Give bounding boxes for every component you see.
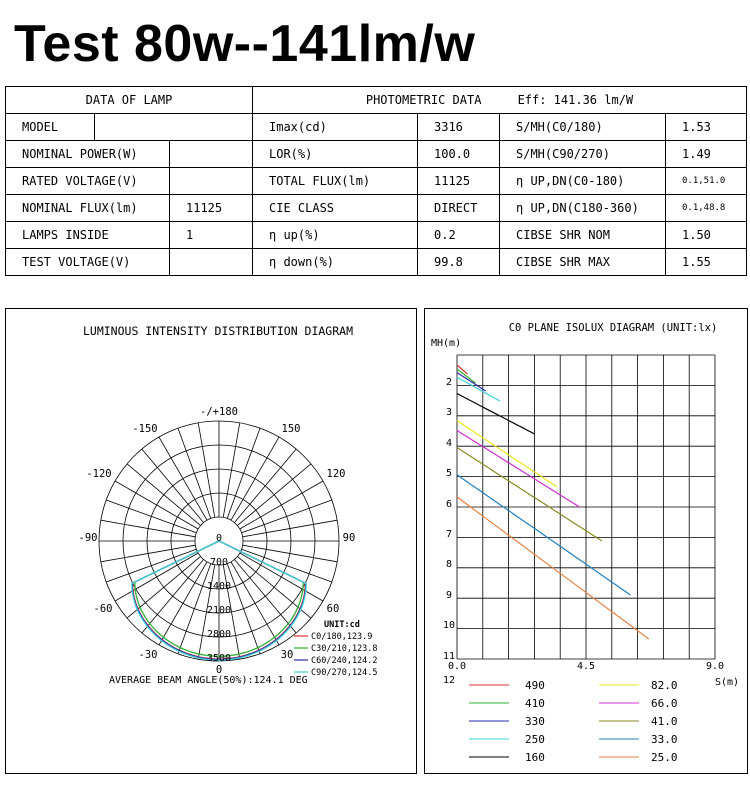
polar-spoke — [242, 500, 332, 533]
photo-value: 3316 — [418, 114, 500, 141]
table-row — [6, 222, 747, 249]
lamp-value — [95, 114, 253, 141]
table-row — [6, 114, 747, 141]
photo-label: η down(%) — [253, 249, 418, 276]
legend-value: 490 — [525, 679, 545, 692]
legend-label: C60/240,124.2 — [311, 656, 378, 666]
ratio-value: 0.1,51.0 — [666, 168, 747, 195]
lamp-value: 11125 — [170, 195, 253, 222]
radial-label: 700 — [209, 557, 229, 568]
y-tick-label: 9 — [445, 590, 453, 601]
legend-label: C0/180,123.9 — [311, 632, 373, 642]
y-tick-label: 2 — [445, 377, 453, 388]
efficiency-value: Eff: 141.36 lm/W — [517, 93, 634, 107]
table-row — [6, 168, 747, 195]
legend-value: 250 — [525, 733, 545, 746]
ratio-value: 1.49 — [666, 141, 747, 168]
intensity-diagram-panel — [5, 308, 417, 774]
x-axis-title: S(m) — [715, 677, 740, 688]
right-header — [253, 87, 747, 114]
polar-legend — [294, 632, 378, 678]
polar-spoke — [227, 428, 260, 518]
isolux-grid — [457, 355, 715, 659]
angle-label: -60 — [93, 603, 113, 615]
polar-spoke — [243, 520, 338, 537]
radial-label: 2100 — [206, 605, 232, 616]
radial-label: 1400 — [206, 581, 232, 592]
photometric-header: PHOTOMETRIC DATA — [365, 93, 482, 107]
legend-value: 160 — [525, 751, 545, 764]
lamp-label: MODEL — [6, 114, 95, 141]
x-tick-label: 0.0 — [447, 661, 467, 672]
lamp-label: NOMINAL FLUX(lm) — [6, 195, 170, 222]
polar-spoke — [101, 520, 196, 537]
legend-value: 33.0 — [651, 733, 678, 746]
y-tick-label: 8 — [445, 559, 453, 570]
lamp-label: TEST VOLTAGE(V) — [6, 249, 170, 276]
angle-label: -90 — [78, 532, 98, 544]
isolux-title: C0 PLANE ISOLUX DIAGRAM (UNIT:lx) — [508, 322, 718, 334]
ratio-label: CIBSE SHR NOM — [500, 222, 666, 249]
photo-label: LOR(%) — [253, 141, 418, 168]
y-tick-label: 7 — [445, 529, 453, 540]
y-tick-label: 5 — [445, 468, 453, 479]
photo-label: CIE CLASS — [253, 195, 418, 222]
isolux-contour — [453, 370, 486, 391]
polar-title: LUMINOUS INTENSITY DISTRIBUTION DIAGRAM — [82, 324, 354, 338]
radial-label: 2800 — [206, 629, 232, 640]
x-tick-label: 4.5 — [576, 661, 596, 672]
unit-label: UNIT:cd — [324, 620, 360, 630]
y-tick-label: 6 — [445, 499, 453, 510]
isolux-curves — [453, 362, 649, 640]
left-header: DATA OF LAMP — [6, 87, 253, 114]
polar-spoke — [198, 423, 215, 518]
y-tick-label: 3 — [445, 407, 453, 418]
photo-value: 100.0 — [418, 141, 500, 168]
angle-label: 150 — [281, 423, 301, 435]
ratio-label: S/MH(C90/270) — [500, 141, 666, 168]
polar-spoke — [242, 549, 332, 582]
photo-label: η up(%) — [253, 222, 418, 249]
photo-value: 0.2 — [418, 222, 500, 249]
isolux-diagram-panel — [424, 308, 748, 774]
legend-label: C90/270,124.5 — [311, 668, 378, 678]
legend-value: 410 — [525, 697, 545, 710]
lamp-label: RATED VOLTAGE(V) — [6, 168, 170, 195]
polar-spoke — [106, 500, 196, 533]
angle-label: 30 — [280, 649, 294, 661]
page-title: Test 80w--141lm/w — [14, 15, 476, 73]
y-tick-label: 4 — [445, 438, 453, 449]
angle-label: -30 — [138, 649, 158, 661]
isolux-diagram — [425, 309, 747, 773]
ratio-label: η UP,DN(C180-360) — [500, 195, 666, 222]
angle-label: 60 — [326, 603, 340, 615]
legend-value: 66.0 — [651, 697, 678, 710]
photo-label: TOTAL FLUX(lm) — [253, 168, 418, 195]
lamp-value — [170, 249, 253, 276]
x-tick-label: 9.0 — [705, 661, 725, 672]
angle-label: -120 — [86, 468, 112, 480]
photo-value: 11125 — [418, 168, 500, 195]
angle-label: 0 — [215, 664, 223, 676]
lamp-label: LAMPS INSIDE — [6, 222, 170, 249]
ratio-value: 1.55 — [666, 249, 747, 276]
legend-label: C30/210,123.8 — [311, 644, 378, 654]
radial-label: 3500 — [206, 653, 232, 664]
lamp-value: 1 — [170, 222, 253, 249]
beam-angle-text: AVERAGE BEAM ANGLE(50%):124.1 DEG — [109, 675, 308, 686]
polar-diagram — [6, 309, 416, 773]
angle-label: 90 — [342, 532, 356, 544]
ratio-value: 1.53 — [666, 114, 747, 141]
ratio-label: η UP,DN(C0-180) — [500, 168, 666, 195]
radial-label: 0 — [215, 533, 223, 544]
isolux-contour — [453, 366, 475, 383]
table-row — [6, 141, 747, 168]
y-tick-label: 11 — [442, 651, 456, 662]
photo-label: Imax(cd) — [253, 114, 418, 141]
table-header-row — [6, 87, 747, 114]
x-axis-labels — [448, 661, 724, 672]
ratio-value: 0.1,48.8 — [666, 195, 747, 222]
angle-label: -150 — [132, 423, 158, 435]
legend-value: 41.0 — [651, 715, 678, 728]
spec-table — [5, 86, 747, 276]
polar-spoke — [223, 423, 240, 518]
photo-value: DIRECT — [418, 195, 500, 222]
isolux-contour — [453, 375, 500, 401]
y-tick-label: 10 — [442, 620, 456, 631]
photo-value: 99.8 — [418, 249, 500, 276]
legend-value: 25.0 — [651, 751, 678, 764]
lamp-label: NOMINAL POWER(W) — [6, 141, 170, 168]
polar-spoke — [106, 549, 196, 582]
ratio-value: 1.50 — [666, 222, 747, 249]
isolux-contour — [453, 445, 602, 541]
y-axis-title: MH(m) — [431, 338, 462, 349]
polar-spoke — [178, 428, 211, 518]
isolux-legend — [469, 679, 678, 764]
isolux-contour — [453, 494, 649, 639]
angle-label: -/+180 — [200, 406, 238, 418]
ratio-label: CIBSE SHR MAX — [500, 249, 666, 276]
polar-spoke — [227, 564, 260, 654]
legend-value: 330 — [525, 715, 545, 728]
lamp-value — [170, 168, 253, 195]
angle-label: 120 — [326, 468, 346, 480]
y-axis-labels — [443, 377, 455, 686]
legend-value: 82.0 — [651, 679, 678, 692]
y-tick-label: 12 — [442, 675, 456, 686]
lamp-value — [170, 141, 253, 168]
isolux-contour — [453, 472, 631, 595]
ratio-label: S/MH(C0/180) — [500, 114, 666, 141]
table-row — [6, 249, 747, 276]
table-row — [6, 195, 747, 222]
polar-spoke — [178, 564, 211, 654]
